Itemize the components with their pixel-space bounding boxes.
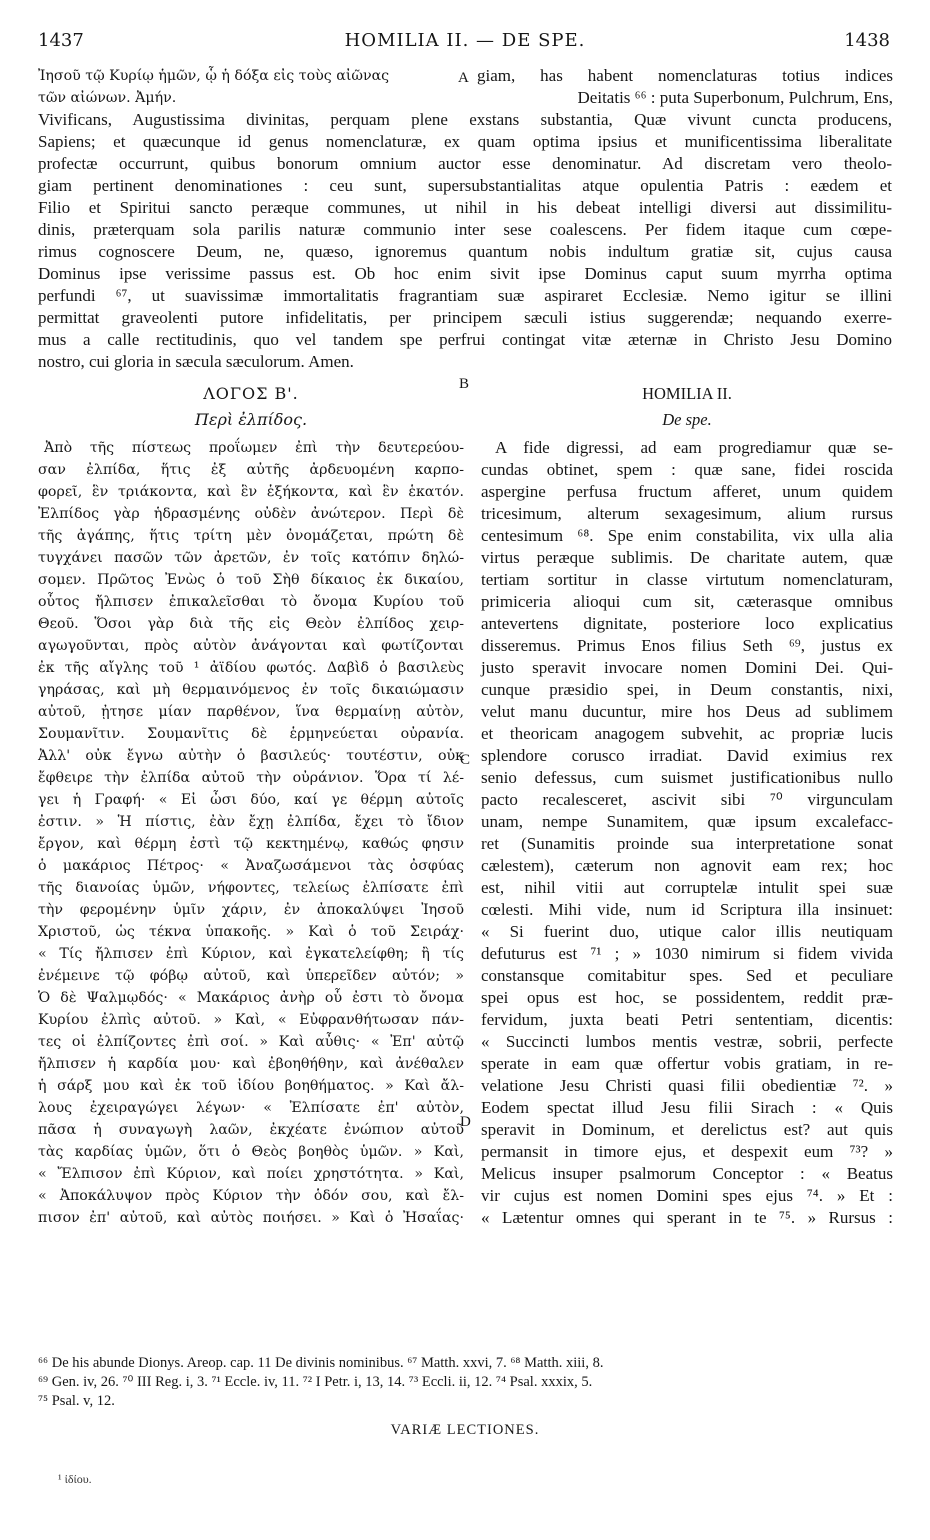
greek-line: « Τίς ἤλπισεν ἐπὶ Κύριον, καὶ ἐγκατελείφθη; ἢ τίς: [38, 946, 464, 962]
greek-line: τὴν φερομένην ὑμῖν χάριν, ἐν ἀποκαλύψει Ἰησοῦ: [38, 902, 464, 918]
greek-line: Χριστοῦ, ὡς τέκνα ὑπακοῆς. » Καὶ ὁ τοῦ Σειράχ·: [38, 924, 464, 940]
greek-line: τῶν αἰώνων. Ἀμήν.: [38, 90, 177, 106]
greek-line: τῆς διανοίας ὑμῶν, νήφοντες, τελείως ἐλπίσατε ἐπὶ: [38, 880, 464, 896]
greek-line: τῆς ἀγάπης, ἥτις τρίτη μὲν ὀνομάζεται, πρώτη δὲ: [38, 528, 464, 544]
latin-line: vir cujus est nomen Domini spes ejus ⁷⁴. » Et :: [481, 1186, 893, 1205]
latin-line: disseremus. Primus Enos filius Seth ⁶⁹, justus ex: [481, 636, 893, 655]
greek-line: « Ἀποκάλυψον πρὸς Κύριον τὴν ὁδόν σου, καὶ ἔλ-: [38, 1188, 464, 1204]
greek-line: « Ἔλπισον ἐπὶ Κύριον, καὶ ποίει χρηστότητα. » Καὶ,: [38, 1166, 464, 1182]
greek-line: Ἰησοῦ τῷ Κυρίῳ ἡμῶν, ᾧ ἡ δόξα εἰς τοὺς αἰῶνας: [38, 68, 390, 84]
latin-line: tricesimum, alterum sexagesimum, alium rursus: [481, 504, 893, 523]
latin-line: giam pertinent denominationes : ceu sunt, supersubstantialitas atque opulentia Patris : eædem et: [38, 176, 892, 195]
greek-line: ἐστιν. » Ἡ πίστις, ἐὰν ἔχῃ ἐλπίδα, ἔχει τὸ ἴδιον: [38, 814, 464, 830]
latin-line: Melicus insuper psalmorum Conceptor : « Beatus: [481, 1164, 893, 1183]
variant-note: ¹ ἰδίου.: [58, 1472, 92, 1486]
latin-line: speravit in Dominum, et derelictus est? aut quis: [481, 1120, 893, 1139]
greek-line: αγωγοῦνται, πρὸς αὐτὸν ἀνάγονται καὶ φωτίζονται: [38, 638, 464, 654]
latin-line: mus a calle rectitudinis, quo vel tandem spe perfrui contingat vitæ æternæ in Christo Jesu Domino: [38, 330, 892, 349]
latin-line: unam, nempe Sunamitem, quæ ipsum excalefacc-: [481, 812, 893, 831]
greek-line: Ἐλπίδος γὰρ ἡδρασμένης οὐδὲν ἀνώτερον. Περὶ δὲ: [38, 506, 464, 522]
margin-marker-a: A: [458, 70, 469, 86]
page-number-left: 1437: [38, 30, 84, 51]
latin-line: « Lætentur omnes qui sperant in te ⁷⁵. » Rursus :: [481, 1208, 893, 1227]
greek-line: τὰς καρδίας ὑμῶν, ὅτι ὁ Θεὸς βοηθὸς ὑμῶν. » Καὶ,: [38, 1144, 464, 1160]
margin-marker-d: D: [460, 1114, 471, 1130]
latin-line: primiceria alioqui cum sit, cæterasque omnibus: [481, 592, 893, 611]
greek-subheading: Περὶ ἐλπίδος.: [194, 410, 308, 429]
latin-line: virtus peræque sublimis. De charitate autem, quæ: [481, 548, 893, 567]
greek-line: ἡ σάρξ μου καὶ ἐκ τοῦ ἰδίου βοηθήματος. » Καὶ ἄλ-: [38, 1078, 464, 1094]
greek-line: ἐνέμεινε τῷ φόβῳ αὐτοῦ, καὶ ὑπερεῖδεν αὐτόν; »: [38, 968, 464, 984]
running-head: [0, 30, 930, 56]
footnote-line: ⁶⁶ De his abunde Dionys. Areop. cap. 11 De divinis nominibus. ⁶⁷ Matth. xxvi, 7. ⁶⁸ Matth. xiii, 8.: [38, 1355, 604, 1371]
latin-line: permittat graveolenti putore infidelitatis, per principem sæculi istius suggerendæ; nequando exerre-: [38, 308, 892, 327]
latin-line: justo speravit invocare nomen Domini Dei. Qui-: [481, 658, 893, 677]
greek-line: πᾶσα ἡ συναγωγὴ λαῶν, ἐκχέατε ἐνώπιον αὐτοῦ: [38, 1122, 464, 1138]
running-title: HOMILIA II. — DE SPE.: [344, 30, 586, 51]
latin-line: Deitatis ⁶⁶ : puta Superbonum, Pulchrum, Ens,: [577, 88, 893, 107]
latin-line: senio defessus, cum suismet justificationibus nullo: [481, 768, 893, 787]
latin-line: defuturus est ⁷¹ ; » 1030 nimirum si fidem vivida: [481, 944, 893, 963]
latin-line: cœlesti. Mihi vide, num id Scriptura illa insinuet:: [481, 900, 893, 919]
greek-line: ἐκ τῆς αἴγλης τοῦ ¹ ἀϊδίου φωτός. Δαβὶδ ὁ βασιλεὺς: [38, 660, 464, 676]
latin-line: cundas obtinet, spem : quæ sane, fidei roscida: [481, 460, 893, 479]
latin-line: cunque præsidio spei, in Deum constantis, nixi,: [481, 680, 893, 699]
greek-line: λους ἐχειραγώγει λέγων· « Ἐλπίσατε ἐπ' αὐτὸν,: [38, 1100, 464, 1116]
greek-line: γει ἡ Γραφή· « Εἰ ὦσι δύο, καί γε θέρμη αὐτοῖς: [38, 792, 464, 808]
latin-line: et theoricam anagogem subvehit, ac propriæ lucis: [481, 724, 893, 743]
latin-line: Sapiens; et quæcunque id genus nomenclaturæ, ex quam optima ipsius et munificentissima liberalitate: [38, 132, 892, 151]
greek-line: ἔργον, καὶ θέρμη ἐστὶ τῷ κεκτημένῳ, καθώς φησιν: [38, 836, 464, 852]
latin-line: spei opus est hoc, se possidentem, reddit præ-: [481, 988, 893, 1007]
greek-line: Ἀπὸ τῆς πίστεως προΐωμεν ἐπὶ τὴν δευτερεύου-: [44, 440, 464, 456]
latin-line: est, nihil vitii aut corruptelæ intulit spei suæ: [481, 878, 893, 897]
latin-line: « Si fuerint duo, utique calor illis neutiquam: [481, 922, 893, 941]
greek-line: ὁ μακάριος Πέτρος· « Ἀναζωσάμενοι τὰς ὀσφύας: [38, 858, 464, 874]
latin-line: ret (Sunamitis proinde sua interpretatione sonat: [481, 834, 893, 853]
latin-line: perfundi ⁶⁷, ut suavissimæ immortalitatis fragrantiam suæ aspiraret Ecclesiæ. Nemo igitur se illini: [38, 286, 892, 305]
latin-line: cælestem), cæterum non agnovit eam rex; hoc: [481, 856, 893, 875]
latin-line: giam, has habent nomenclaturas totius indices: [477, 66, 893, 85]
latin-line: aspergine perfusa fructum afferet, unum quidem: [481, 482, 893, 501]
latin-line: centesimum ⁶⁸. Spe enim constabilita, vix ulla alia: [481, 526, 893, 545]
footnote-line: ⁶⁹ Gen. iv, 26. ⁷⁰ III Reg. i, 3. ⁷¹ Eccle. iv, 11. ⁷² I Petr. i, 13, 14. ⁷³ Eccli. ii, 12. ⁷⁴ Psal. xxxix, 5.: [38, 1374, 593, 1390]
greek-line: ἔφθειρε τὴν ἐλπίδα αὐτοῦ τὴν οὐράνιον. Ὅρα τί λέ-: [38, 770, 464, 786]
latin-line: nostro, cui gloria in sæcula sæculorum. Amen.: [38, 352, 354, 371]
latin-heading: HOMILIA II.: [642, 384, 732, 403]
greek-line: αὐτοῦ, ᾐτησε μίαν παρθένον, ἵνα θερμαίνῃ αὐτὸν,: [38, 704, 464, 720]
margin-marker-b: B: [459, 376, 470, 392]
latin-line: antevertens dignitate, posteriore loco explicatius: [481, 614, 893, 633]
greek-line: Ἀλλ' οὐκ ἔγνω αὐτὴν ὁ βασιλεύς· τουτέστιν, οὐκ: [38, 748, 464, 764]
latin-line: splendore corusco irradiat. David eximius rex: [481, 746, 893, 765]
latin-line: permansit in timore ejus, et despexit eum ⁷³? »: [481, 1142, 893, 1161]
greek-line: οὗτος ἤλπισεν ἐπικαλεῖσθαι τὸ ὄνομα Κυρίου τοῦ: [38, 594, 464, 610]
latin-line: velut manu ducuntur, mire hos Deus ad sublimem: [481, 702, 893, 721]
variae-lectiones-heading: VARIÆ LECTIONES.: [390, 1422, 540, 1438]
latin-line: profectæ occurrunt, quibus bonorum omnium auctor esse denominatur. Ad discretam vero theolo-: [38, 154, 892, 173]
greek-line: Θεοῦ. Ὅσοι γὰρ διὰ τῆς εἰς Θεὸν ἐλπίδος χειρ-: [38, 616, 464, 632]
latin-line: rimus cognoscere Deum, ne, quæso, ignoremus quantum nobis indultum gratiæ sit, cujus causa: [38, 242, 892, 261]
greek-line: Ὁ δὲ Ψαλμῳδός· « Μακάριος ἀνὴρ οὗ ἐστι τὸ ὄνομα: [38, 990, 464, 1006]
greek-line: τυγχάνει πασῶν τῶν ἀρετῶν, ἐν τοῖς κατόπιν δηλώ-: [38, 550, 464, 566]
greek-line: γηράσας, καὶ μὴ θερμαινόμενος ἐν τοῖς δικαιώμασιν: [38, 682, 464, 698]
latin-line: velatione Jesu Christi quasi filii obedientiæ ⁷². »: [481, 1076, 893, 1095]
latin-line: sperate in eam quæ offertur vobis gratiam, in re-: [481, 1054, 893, 1073]
latin-line: Vivificans, Augustissima divinitas, perquam plene exstans substantia, Quæ vivunt cuncta producens,: [38, 110, 892, 129]
latin-line: fervidum, juxta beati Petri sententiam, dicentis:: [481, 1010, 893, 1029]
greek-line: πισον ἐπ' αὐτοῦ, καὶ αὐτὸς ποιήσει. » Καὶ ὁ Ἠσαΐας·: [38, 1210, 464, 1226]
latin-subheading: De spe.: [662, 410, 712, 429]
latin-line: dinis, præterquam sola parilis naturæ communio inter sese coalescens. Per fidem itaque cum cœpe-: [38, 220, 892, 239]
greek-line: Κυρίου ἐλπὶς αὐτοῦ. » Καὶ, « Εὐφρανθήτωσαν πάν-: [38, 1012, 464, 1028]
margin-marker-c: C: [460, 752, 471, 768]
latin-line: pacto recalesceret, ascivit sibi ⁷⁰ virgunculam: [481, 790, 893, 809]
greek-line: Σουμανῖτιν. Σουμανῖτις δὲ ἑρμηνεύεται οὐρανία.: [38, 726, 464, 742]
latin-line: tertiam sortitur in classe virtutum nomenclaturam,: [481, 570, 893, 589]
page-number-right: 1438: [844, 30, 890, 51]
latin-line: A fide digressi, ad eam progrediamur quæ se-: [495, 438, 893, 457]
latin-line: Eodem spectat illud Jesu filii Sirach : « Quis: [481, 1098, 893, 1117]
greek-line: σαν ἐλπίδα, ἥτις ἐξ αὐτῆς ἀρδευομένη καρπο-: [38, 462, 464, 478]
latin-line: Dominus ipse verissime passus est. Ob hoc enim sivit ipse Dominus caput suum myrrha optima: [38, 264, 892, 283]
greek-heading: ΛΟΓΟΣ Β'.: [203, 384, 299, 403]
greek-line: φορεῖ, ἓν τριάκοντα, καὶ ἓν ἑξήκοντα, καὶ ἓν ἑκατόν.: [38, 484, 464, 500]
footnote-line: ⁷⁵ Psal. v, 12.: [38, 1393, 115, 1409]
greek-line: τες οἱ ἐλπίζοντες ἐπὶ σοί. » Καὶ αὖθις· « Ἐπ' αὐτῷ: [38, 1034, 464, 1050]
greek-line: σομεν. Πρῶτος Ἐνὼς ὁ τοῦ Σὴθ δίκαιος ἐκ δικαίου,: [38, 572, 464, 588]
latin-line: constansque comitabitur spes. Sed et peculiare: [481, 966, 893, 985]
latin-line: « Succincti lumbos mentis vestræ, sobrii, perfecte: [481, 1032, 893, 1051]
greek-line: ἤλπισεν ἡ καρδία μου· καὶ ἐβοηθήθην, καὶ ἀνέθαλεν: [38, 1056, 464, 1072]
latin-line: Filio et Spiritui sancto peræque communes, ut nihil in his debeat intelligi diversi aut dissimilitu-: [38, 198, 892, 217]
